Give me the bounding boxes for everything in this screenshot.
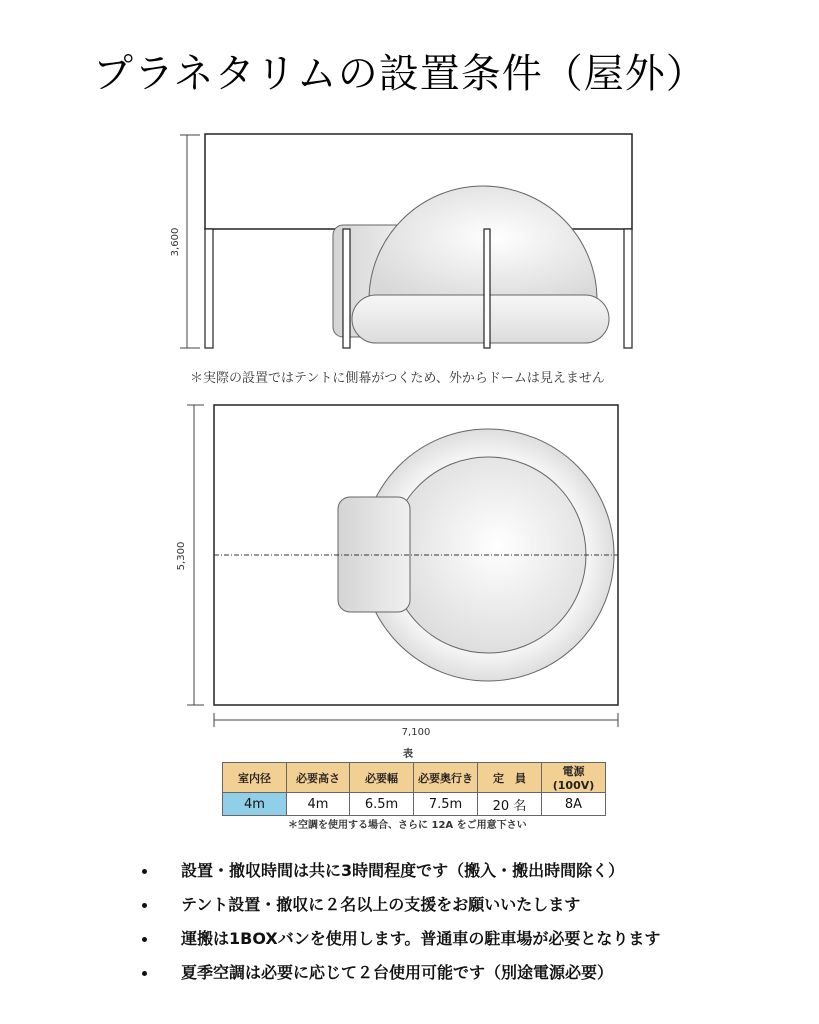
top-view (176, 405, 618, 738)
table-header-row (223, 763, 606, 793)
width-label: 7,100 (401, 727, 431, 738)
list-item-text: 夏季空調は必要に応じて２台使用可能です（別途電源必要） (181, 963, 614, 982)
depth-dimension (187, 405, 204, 705)
value-cell: 6.5m (350, 793, 414, 816)
page-title: プラネタリムの設置条件（屋外） (93, 51, 707, 97)
height-dimension (180, 135, 200, 348)
conditions-list (140, 860, 660, 996)
bullet-icon (142, 869, 147, 874)
header-cell: 必要高さ (287, 763, 350, 793)
header-cell: 必要幅 (350, 763, 414, 793)
list-item-text: テント設置・撤収に２名以上の支援をお願いいたします (181, 895, 581, 914)
list-item (140, 860, 660, 894)
value-cell: 8A (542, 793, 606, 816)
list-item-text: 設置・撤収時間は共に3時間程度です（搬入・搬出時間除く） (181, 861, 625, 880)
table-row (223, 793, 606, 816)
depth-label: 5,300 (176, 541, 187, 571)
header-cell: 室内径 (223, 763, 287, 793)
height-label: 3,600 (170, 227, 181, 257)
width-dimension (214, 713, 618, 727)
side-view (170, 134, 632, 348)
table-note: ＊空調を使用する場合、さらに 12A をご用意下さい (288, 820, 527, 831)
dome-base (352, 295, 609, 343)
bullet-icon (142, 971, 147, 976)
header-cell: 電源 (100V) (542, 763, 606, 793)
side-view-note: ＊実際の設置ではテントに側幕がつくため、外からドームは見えません (190, 371, 605, 386)
bullet-icon (142, 903, 147, 908)
table-caption: 表 (403, 749, 413, 760)
list-item (140, 928, 660, 962)
value-cell: 20 名 (478, 793, 542, 816)
value-cell: 4m (223, 793, 287, 816)
list-item-text: 運搬は1BOXバンを使用します。普通車の駐車場が必要となります (181, 929, 661, 948)
list-item (140, 894, 660, 928)
value-cell: 7.5m (414, 793, 478, 816)
header-cell: 必要奥行き (414, 763, 478, 793)
bullet-icon (142, 937, 147, 942)
list-item (140, 962, 660, 996)
value-cell: 4m (287, 793, 350, 816)
header-cell: 定 員 (478, 763, 542, 793)
spec-table (222, 762, 606, 816)
